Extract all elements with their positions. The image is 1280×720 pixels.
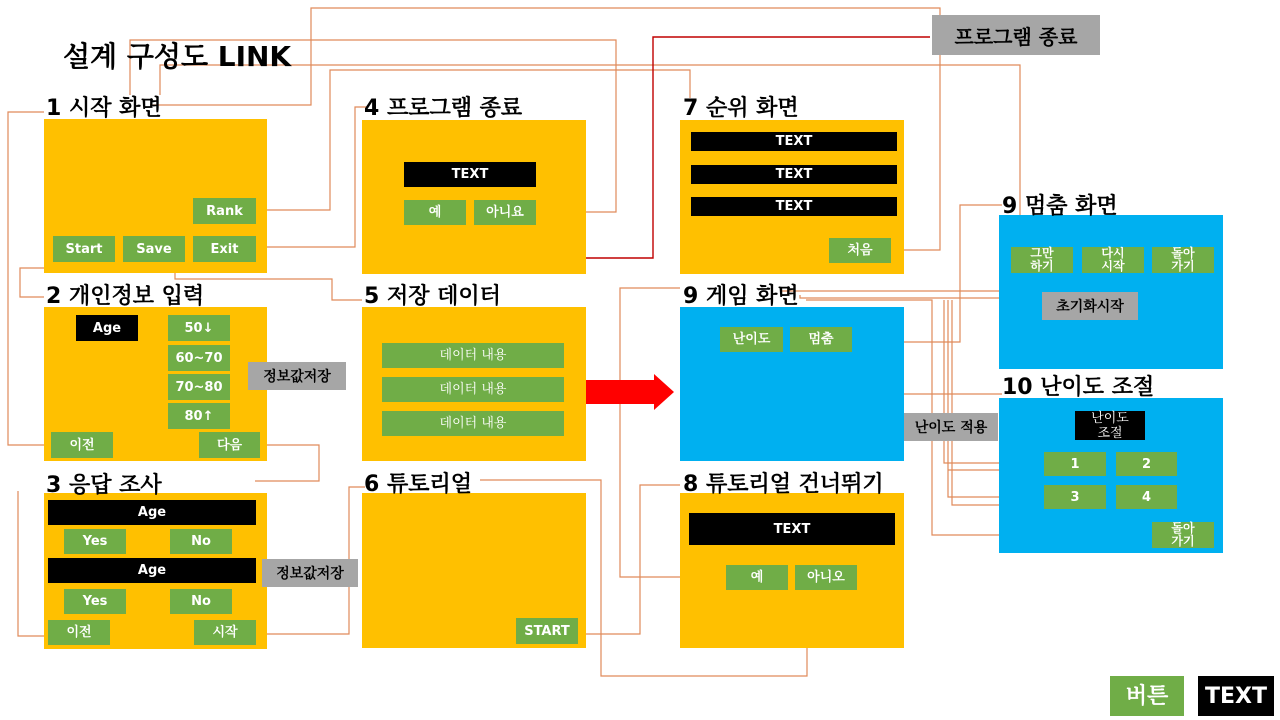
survey-start-button[interactable]: 시작 bbox=[194, 620, 256, 645]
exit-program-label: 프로그램 종료 bbox=[932, 15, 1100, 55]
age-option-80[interactable]: 80↑ bbox=[168, 403, 230, 429]
start-button[interactable]: Start bbox=[53, 236, 115, 262]
skip-screen-title: 8 튜토리얼 건너뛰기 bbox=[683, 472, 884, 497]
level-screen-title: 10 난이도 조절 bbox=[1002, 375, 1155, 400]
save-button[interactable]: Save bbox=[123, 236, 185, 262]
difficulty-apply-note: 난이도 적용 bbox=[904, 413, 998, 441]
level-back-button[interactable]: 돌아 가기 bbox=[1152, 522, 1214, 548]
info-next-button[interactable]: 다음 bbox=[199, 432, 260, 458]
level-1-button[interactable]: 1 bbox=[1044, 452, 1106, 476]
pause-button[interactable]: 멈춤 bbox=[790, 327, 852, 352]
survey-prev-button[interactable]: 이전 bbox=[48, 620, 110, 645]
legend-button: 버튼 bbox=[1110, 676, 1184, 716]
quit-text: TEXT bbox=[404, 162, 536, 187]
game-screen-title: 9 게임 화면 bbox=[683, 284, 799, 309]
skip-no-button[interactable]: 아니오 bbox=[795, 565, 857, 590]
level-2-button[interactable]: 2 bbox=[1116, 452, 1177, 476]
exit-button[interactable]: Exit bbox=[193, 236, 256, 262]
quit-yes-button[interactable]: 예 bbox=[404, 200, 466, 225]
skip-text: TEXT bbox=[689, 513, 895, 545]
ranking-text-3: TEXT bbox=[691, 197, 897, 216]
rank-button[interactable]: Rank bbox=[193, 198, 256, 224]
survey-yes-button-1[interactable]: Yes bbox=[64, 529, 126, 554]
age-option-50[interactable]: 50↓ bbox=[168, 315, 230, 341]
quit-no-button[interactable]: 아니요 bbox=[474, 200, 536, 225]
link-tutorial-start-to-skip bbox=[577, 485, 680, 634]
ranking-screen-title: 7 순위 화면 bbox=[683, 96, 799, 121]
survey-yes-button-2[interactable]: Yes bbox=[64, 589, 126, 614]
ranking-text-1: TEXT bbox=[691, 132, 897, 151]
age-option-60-70[interactable]: 60~70 bbox=[168, 345, 230, 371]
level-label-text: 난이도 조절 bbox=[1075, 411, 1145, 440]
level-3-button[interactable]: 3 bbox=[1044, 485, 1106, 509]
pause-back-button[interactable]: 돌아 가기 bbox=[1152, 247, 1214, 273]
info-store-note: 정보값저장 bbox=[248, 362, 346, 390]
ranking-text-2: TEXT bbox=[691, 165, 897, 184]
survey-store-note: 정보값저장 bbox=[262, 559, 358, 587]
saved-data-item-1[interactable]: 데이터 내용 bbox=[382, 343, 564, 368]
survey-screen-title: 3 응답 조사 bbox=[46, 473, 162, 498]
pause-screen-title: 9 멈춤 화면 bbox=[1002, 194, 1118, 219]
survey-no-button-2[interactable]: No bbox=[170, 589, 232, 614]
link-exit-to-quit bbox=[256, 107, 368, 247]
tutorial-screen-title: 6 튜토리얼 bbox=[364, 472, 472, 497]
level-4-button[interactable]: 4 bbox=[1116, 485, 1177, 509]
survey-age-text-2: Age bbox=[48, 558, 256, 583]
skip-yes-button[interactable]: 예 bbox=[726, 565, 788, 590]
difficulty-button[interactable]: 난이도 bbox=[720, 327, 783, 352]
ranking-home-button[interactable]: 처음 bbox=[829, 238, 891, 263]
quit-screen-panel bbox=[362, 120, 586, 274]
info-screen-title: 2 개인정보 입력 bbox=[46, 284, 205, 309]
restart-button[interactable]: 다시 시작 bbox=[1082, 247, 1144, 273]
legend-text: TEXT bbox=[1198, 676, 1274, 716]
saved-data-item-3[interactable]: 데이터 내용 bbox=[382, 411, 564, 436]
tutorial-start-button[interactable]: START bbox=[516, 618, 578, 644]
age-option-70-80[interactable]: 70~80 bbox=[168, 374, 230, 400]
saved-data-item-2[interactable]: 데이터 내용 bbox=[382, 377, 564, 402]
age-text: Age bbox=[76, 315, 138, 341]
stop-button[interactable]: 그만 하기 bbox=[1011, 247, 1073, 273]
survey-age-text-1: Age bbox=[48, 500, 256, 525]
reset-note: 초기화시작 bbox=[1042, 292, 1138, 320]
saved-screen-title: 5 저장 데이터 bbox=[364, 284, 501, 309]
start-screen-title: 1 시작 화면 bbox=[46, 96, 162, 121]
quit-screen-title: 4 프로그램 종료 bbox=[364, 96, 523, 121]
survey-no-button-1[interactable]: No bbox=[170, 529, 232, 554]
diagram-title: 설계 구성도 LINK bbox=[63, 40, 292, 73]
info-prev-button[interactable]: 이전 bbox=[51, 432, 113, 458]
